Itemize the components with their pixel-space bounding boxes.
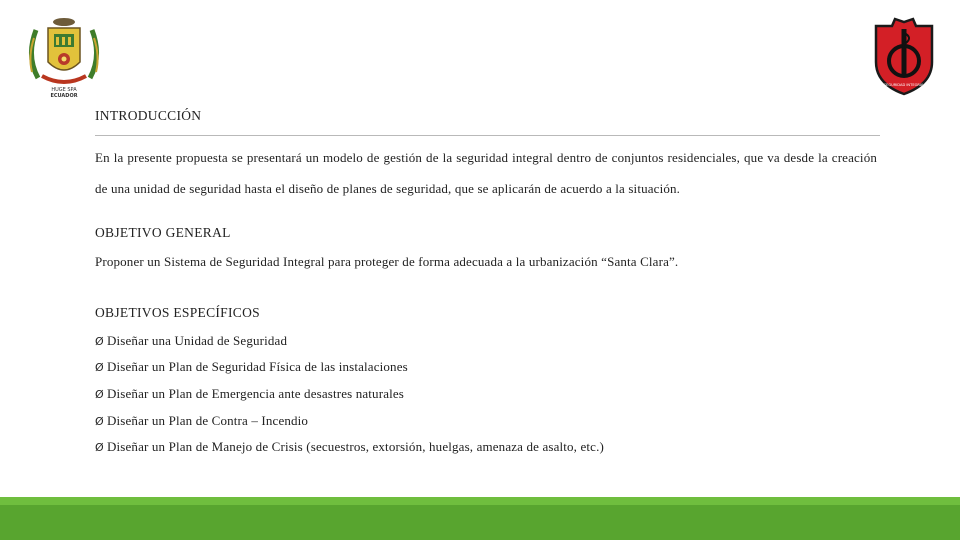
objective-item (95, 359, 408, 375)
arrow-bullet-icon: Ø (95, 415, 104, 428)
objective-item-text: Diseñar un Plan de Contra – Incendio (107, 413, 309, 428)
footer-bar (0, 497, 960, 540)
objective-item-text: Diseñar una Unidad de Seguridad (107, 333, 288, 348)
specific-objectives-heading: OBJETIVOS ESPECÍFICOS (95, 305, 260, 320)
objective-item (95, 333, 287, 349)
objective-item (95, 439, 604, 455)
arrow-bullet-icon: Ø (95, 441, 104, 454)
security-shield-logo (870, 16, 938, 96)
footer-band (0, 505, 960, 540)
arrow-bullet-icon: Ø (95, 388, 104, 401)
objective-item-text: Diseñar un Plan de Emergencia ante desastres naturales (107, 386, 405, 401)
arrow-bullet-icon: Ø (95, 361, 104, 374)
logo-caption-top: HUGE SPA (51, 87, 77, 93)
divider-line (95, 135, 880, 136)
objective-item (95, 386, 404, 402)
logo-caption-bottom: ECUADOR (50, 93, 78, 99)
general-objective-heading: OBJETIVO GENERAL (95, 225, 231, 240)
shield-caption: SEGURIDAD INTEGRAL (883, 83, 925, 87)
intro-heading: INTRODUCCIÓN (95, 108, 202, 123)
general-objective-text: Proponer un Sistema de Seguridad Integral para proteger de forma adecuada a la urbanización “Santa Clara”. (95, 254, 679, 269)
arrow-bullet-icon: Ø (95, 335, 104, 348)
objective-item (95, 413, 308, 429)
footer-accent-stripe (0, 497, 960, 505)
objective-item-text: Diseñar un Plan de Seguridad Física de las instalaciones (107, 359, 408, 374)
coat-of-arms-logo (24, 16, 104, 100)
objective-item-text: Diseñar un Plan de Manejo de Crisis (secuestros, extorsión, huelgas, amenaza de asalto, etc.) (107, 439, 604, 454)
intro-paragraph: En la presente propuesta se presentará un modelo de gestión de la seguridad integral dentro de conjuntos residenciales, que va desde la creación de una unidad de seguridad hasta el diseño de planes de seguridad, que se aplicarán de acuerdo a la situación. (95, 150, 877, 196)
